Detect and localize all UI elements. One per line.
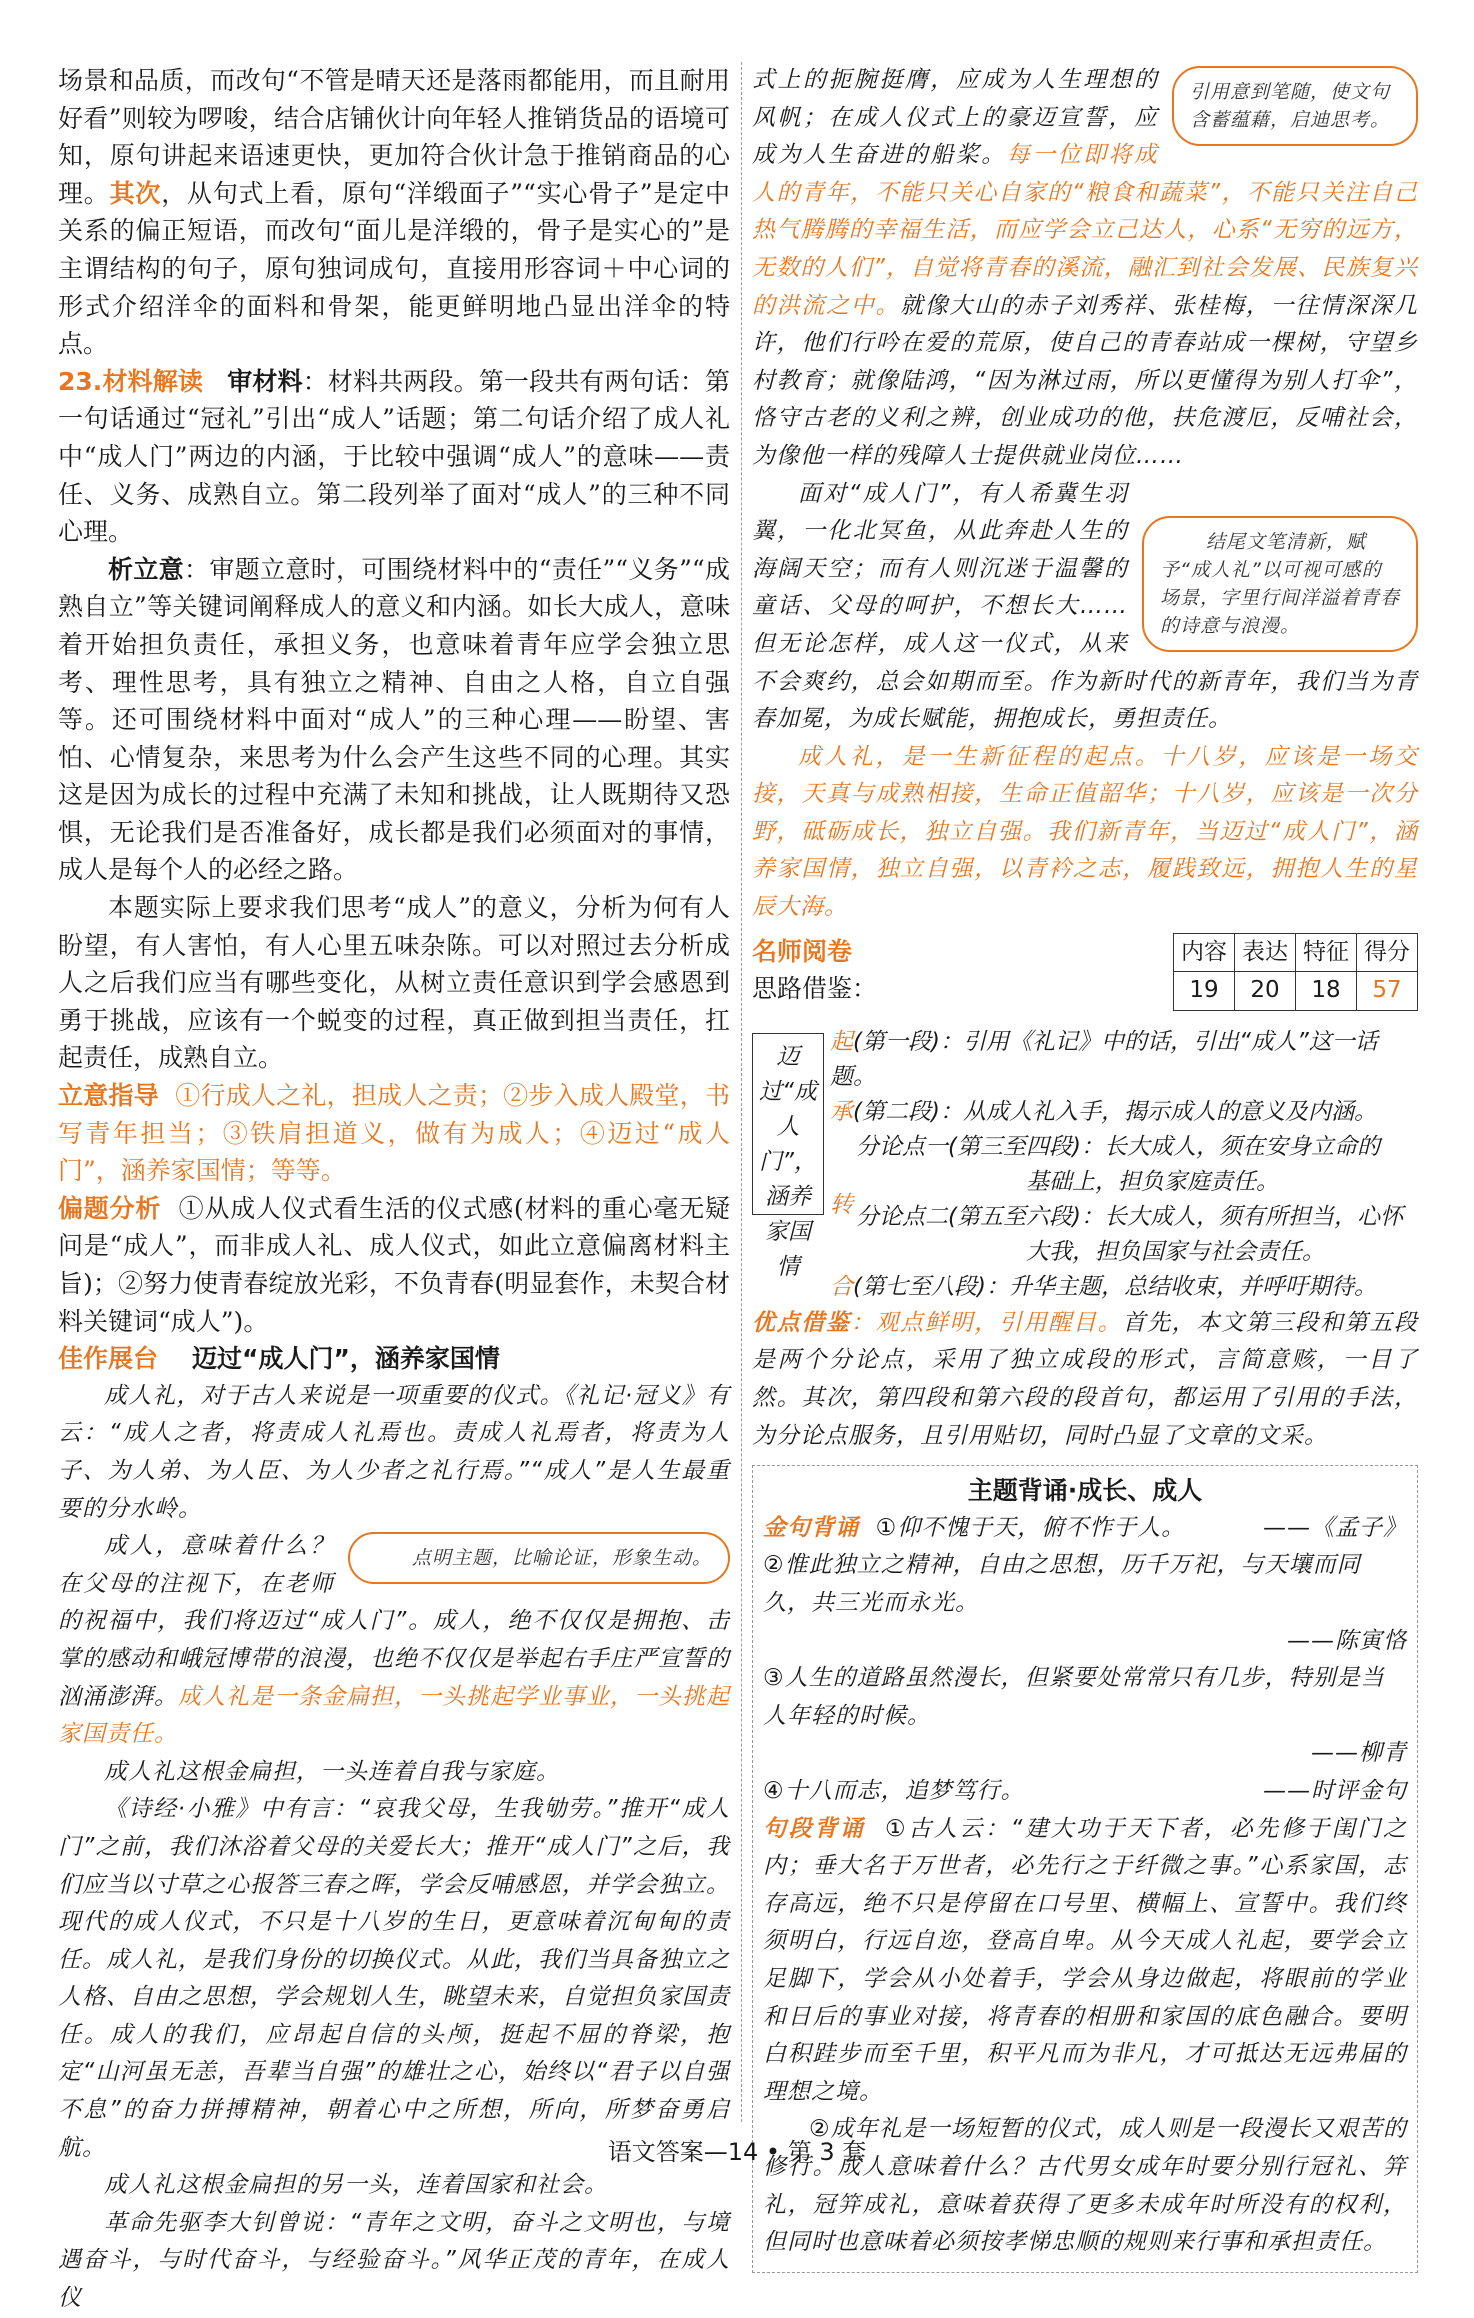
essay-paragraph: 成人礼这根金扁担的另一头，连着国家和社会。 (104, 2172, 608, 2199)
sub-point-1: 分论点一(第三至四段)：长大成人，须在安身立命的 (856, 1133, 1380, 1160)
sub-point-2: 分论点二(第五至六段)：长大成人，须有所担当，心怀 (856, 1203, 1403, 1230)
outline-he: 合(第七至八段)：升华主题，总结收束，并呼吁期待。 (830, 1273, 1377, 1300)
page-footer: 语文答案—14 • 第 3 套 (607, 2138, 867, 2166)
outline-zhuan: 转 分论点一(第三至四段)：长大成人，须在安身立命的 基础上，担负家庭责任。 分论点二(第五至六段)：长大成人，须有所担当，心怀 大我，担负国家与社会责任。 (830, 1130, 1418, 1270)
score-value: 20 (1235, 972, 1296, 1011)
theme-title: 主题背诵·成长、成人 (967, 1476, 1203, 1506)
score-value: 18 (1296, 972, 1357, 1011)
paragraph-xiliyi: 析立意：审题立意时，可围绕材料中的“责任”“义务”“成熟自立”等关键词阐释成人的意义和内涵。如长大成人，意味着开始担负责任，承担义务，也意味着青年应学会独立思考、理性思考，具有独立之精神、自由之人格，自立自强等。还可围绕材料中面对“成人”的三种心理——盼望、害怕、心情复杂，来思考为什么会产生这些不同的心理。其实这是因为成长的过程中充满了未知和挑战，让人既期待又恐惧，无论我们是否准备好，成长都是我们必须面对的事情，成人是每个人的必经之路。 (58, 554, 730, 885)
piante-analysis: 偏题分析 ①从成人仪式看生活的仪式感(材料的重心毫无疑问是“成人”，而非成人礼、成人仪式，如此立意偏离材料主旨)；②努力使青春绽放光彩，不负青春(明显套作，未契合材料关键词“成人”)。 (58, 1193, 730, 1336)
essay-paragraph: 点明主题，比喻论证，形象生动。 成人，意味着什么？在父母的注视下，在老师的祝福中，我们将迈过“成人门”。成人，绝不仅仅是拥抱、击掌的感动和峨冠博带的浪漫，也绝不仅仅是举起右手庄严宣誓的汹涌澎湃。成人礼是一条金扁担，一头挑起学业事业，一头挑起家国责任。 (58, 1533, 730, 1748)
silu-label: 思路借鉴： (752, 974, 878, 1004)
score-value: 19 (1174, 972, 1235, 1011)
liyi-guidance: 立意指导 ①行成人之礼，担成人之责；②步入成人殿堂，书写青年担当；③铁肩担道义，做有为成人；④迈过“成人门”，涵养家国情；等等。 (58, 1081, 730, 1186)
quote-line: ③人生的道路虽然漫长，但紧要处常常只有几步，特别是当人年轻的时候。 (763, 1665, 1385, 1729)
quote-line: 金句背诵 ①仰不愧于天，俯不怍于人。 ——《孟子》 (763, 1514, 1407, 1541)
score-header: 特征 (1296, 933, 1357, 972)
outline-cheng: 承(第二段)：从成人礼入手，揭示成人的意义及内涵。 (830, 1098, 1377, 1125)
outline-title-box: 迈过“成人门”，涵养家国情 (752, 1033, 824, 1215)
quote-source: ——陈寅恪 (1287, 1627, 1407, 1654)
score-header: 内容 (1174, 933, 1235, 972)
essay-paragraph: 成人礼，是一生新征程的起点。十八岁，应该是一场交接，天真与成熟相接，生命正值韶华；十八岁，应该是一次分野，砥砺成长，独立自强。我们新青年，当迈过“成人门”，涵养家国情，独立自强，以青衿之志，履践致远，拥抱人生的星辰大海。 (752, 743, 1418, 921)
annotation-note: 结尾文笔清新，赋予“成人礼”以可视可感的场景，字里行间洋溢着青春的诗意与浪漫。 (1142, 516, 1418, 652)
essay-paragraph: 革命先驱李大钊曾说：“青年之文明，奋斗之文明也，与境遇奋斗，与时代奋斗，与经验奋斗。”风华正茂的青年，在成人仪 (58, 2209, 730, 2312)
annotation-note: 引用意到笔随，使文句含蓄蕴藉，启迪思考。 (1172, 66, 1418, 146)
strengths-section: 优点借鉴：观点鲜明，引用醒目。首先，本文第三段和第五段是两个分论点，采用了独立成段的形式，言简意赅，一目了然。其次，第四段和第六段的段首句，都运用了引用的手法，为分论点服务，且引用贴切，同时凸显了文章的文采。 (752, 1309, 1419, 1449)
passage-1: 句段背诵 ①古人云：“建大功于天下者，必先修于闺门之内；垂大名于万世者，必先行之于纤微之事。”心系家国，志存高远，绝不只是停留在口号里、横幅上、宣誓中。我们终须明白，行远自迩，登高自卑。从今天成人礼起，要学会立足脚下，学会从小处着手，学会从身边做起，将眼前的学业和日后的事业对接，将青春的相册和家国的底色融合。要明白积跬步而至千里，积平凡而为非凡，才可抵达无远弗届的理想之境。 (763, 1815, 1407, 2105)
score-header: 得分 (1357, 933, 1418, 972)
left-column (58, 62, 730, 2318)
column-divider (741, 62, 742, 2122)
structure-outline (752, 1025, 1418, 1305)
essay-paragraph: 成人礼，对于古人来说是一项重要的仪式。《礼记·冠义》有云：“成人之者，将责成人礼焉也。责成人礼焉者，将责为人子、为人弟、为人臣、为人少者之礼行焉。”“成人”是人生最重要的分水岭。 (58, 1382, 730, 1522)
essay-body-cont (752, 62, 1418, 927)
outline-body (830, 1025, 1418, 1305)
essay-paragraph: 成人礼这根金扁担，一头连着自我与家庭。 (104, 1758, 560, 1785)
essay-paragraph: 引用意到笔随，使文句含蓄蕴藉，启迪思考。 式上的扼腕挺膺，应成为人生理想的风帆；在成人仪式上的豪迈宣誓，应成为人生奋进的船桨。每一位即将成人的青年，不能只关心自家的“粮食和蔬菜”，不能只关注自己热气腾腾的幸福生活，而应学会立己达人，心系“无穷的远方，无数的人们”，自觉将青春的溪流，融汇到社会发展、民族复兴的洪流之中。就像大山的赤子刘秀祥、张桂梅，一往情深深几许，他们行吟在爱的荒原，使自己的青春站成一棵树，守望乡村教育；就像陆鸿，“因为淋过雨，所以更懂得为别人打伞”，恪守古老的义利之辨，创业成功的他，扶危渡厄，反哺社会，为像他一样的残障人士提供就业岗位…… (752, 67, 1419, 469)
right-column (752, 62, 1418, 2273)
essay-title: 迈过“成人门”，涵养家国情 (192, 1344, 500, 1374)
score-header: 表达 (1235, 933, 1296, 972)
passage-2: ②成年礼是一场短暂的仪式，成人则是一段漫长又艰苦的修行。成人意味着什么？古代男女成年时要分别行冠礼、笄礼，冠笄成礼，意味着获得了更多未成年时所没有的权利，但同时也意味着必须按孝悌忠顺的规则来行事和承担责任。 (763, 2116, 1407, 2256)
score-total: 57 (1357, 972, 1418, 1011)
quote-source: ——柳青 (1311, 1740, 1407, 1767)
essay-paragraph: 结尾文笔清新，赋予“成人礼”以可视可感的场景，字里行间洋溢着青春的诗意与浪漫。 面对“成人门”，有人希冀生羽翼，一化北冥鱼，从此奔赴人生的海阔天空；而有人则沉迷于温馨的童话、父母的呵护，不想长大……但无论怎样，成人这一仪式，从来不会爽约，总会如期而至。作为新时代的新青年，我们当为青春加冕，为成长赋能，拥抱成长，勇担责任。 (752, 480, 1418, 733)
mingshi-label: 名师阅卷 (752, 936, 853, 966)
annotation-note: 点明主题，比喻论证，形象生动。 (348, 1532, 730, 1584)
paragraph-shiji: 本题实际上要求我们思考“成人”的意义，分析为何有人盼望，有人害怕，有人心里五味杂陈。可以对照过去分析成人之后我们应当有哪些变化，从树立责任意识到学会感恩到勇于挑战，应该有一个蜕变的过程，真正做到担当责任，扛起责任，成熟自立。 (58, 893, 730, 1073)
essay-body (58, 1378, 730, 2318)
paragraph-analysis-end: 场景和品质，而改句“不管是晴天还是落雨都能用，而且耐用好看”则较为啰唆，结合店铺伙计向年轻人推销货品的语境可知，原句讲起来语速更快，更加符合伙计急于推销商品的心理。其次，从句式上看，原句“洋缎面子”“实心骨子”是定中关系的偏正短语，而改句“面儿是洋缎的，骨子是实心的”是主谓结构的句子，原句独词成句，直接用形容词＋中心词的形式介绍洋伞的面料和骨架，能更鲜明地凸显出洋伞的特点。 (58, 66, 730, 359)
outline-qi: 起(第一段)：引用《礼记》中的话，引出“成人”这一话题。 (830, 1028, 1378, 1090)
essay-paragraph: 《诗经·小雅》中有言：“哀我父母，生我劬劳。”推开“成人门”之前，我们沐浴着父母的关爱长大；推开“成人门”之后，我们应当以寸草之心报答三春之晖，学会反哺感恩，并学会独立。现代的成人仪式，不只是十八岁的生日，更意味着沉甸甸的责任。成人礼，是我们身份的切换仪式。从此，我们当具备独立之人格、自由之思想，学会规划人生，眺望未来，自觉担负家国责任。成人的我们，应昂起自信的头颅，挺起不屈的脊梁，抱定“山河虽无恙，吾辈当自强”的雄壮之心，始终以“君子以自强不息”的奋力拼搏精神，朝着心中之所想，所向，所梦奋勇启航。 (58, 1796, 730, 2161)
score-table (1173, 933, 1418, 1011)
quote-line: ②惟此独立之精神，自由之思想，历千万祀，与天壤而同久，共三光而永光。 (763, 1552, 1361, 1616)
quote-line: ④十八而志，追梦笃行。 ——时评金句 (763, 1777, 1407, 1804)
question-23-material: 23.材料解读 审材料：材料共两段。第一段共有两句话：第一句话通过“冠礼”引出“成人”话题；第二句话介绍了成人礼中“成人门”两边的内涵，于比较中强调“成人”的意味——责任、义务、成熟自立。第二段列举了面对“成人”的三种不同心理。 (58, 366, 730, 547)
teacher-review-row (752, 933, 1418, 1011)
jiazuo-label: 佳作展台 (58, 1344, 159, 1374)
essay-header (58, 1340, 730, 1378)
